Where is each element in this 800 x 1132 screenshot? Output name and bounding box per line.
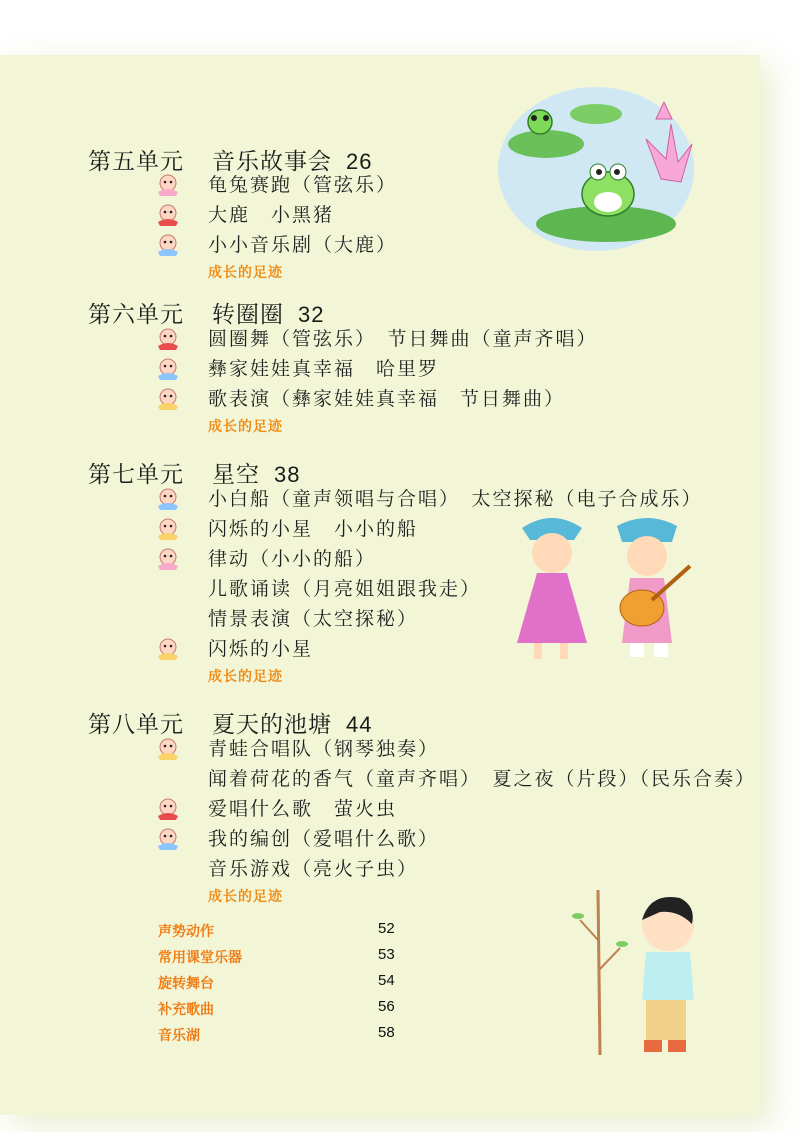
lesson-item[interactable]: 大鹿 小黑猪 [208, 204, 335, 226]
lesson-item[interactable]: 儿歌诵读（月亮姐姐跟我走） [208, 578, 482, 600]
unit-label: 第八单元 [88, 712, 184, 738]
cartoon-mascot-icon [154, 736, 180, 760]
unit-page-number: 38 [274, 462, 301, 487]
lesson-item[interactable]: 闻着荷花的香气（童声齐唱） 夏之夜（片段）（民乐合奏） [208, 768, 757, 790]
lesson-item[interactable]: 律动（小小的船） [208, 548, 377, 570]
lesson-item[interactable]: 音乐游戏（亮火子虫） [208, 858, 419, 880]
appendix-page-number: 58 [378, 1024, 395, 1041]
children-dancing-illustration [512, 508, 702, 668]
cartoon-mascot-icon [154, 356, 180, 380]
cartoon-mascot-icon [154, 796, 180, 820]
growth-footprint-link[interactable]: 成长的足迹 [208, 419, 283, 435]
lesson-item[interactable]: 闪烁的小星 [208, 638, 314, 660]
unit-page-number: 32 [298, 302, 325, 327]
lesson-item[interactable]: 青蛙合唱队（钢琴独奏） [208, 738, 440, 760]
appendix-page-number: 56 [378, 998, 395, 1015]
lesson-item[interactable]: 龟兔赛跑（管弦乐） [208, 174, 398, 196]
cartoon-mascot-icon [154, 232, 180, 256]
lesson-item[interactable]: 小小音乐剧（大鹿） [208, 234, 398, 256]
lesson-item[interactable]: 圆圈舞（管弦乐） 节日舞曲（童声齐唱） [208, 328, 598, 350]
unit-page-number: 26 [346, 149, 373, 174]
frog-pond-illustration [496, 84, 696, 254]
cartoon-mascot-icon [154, 326, 180, 350]
appendix-page-number: 52 [378, 920, 395, 937]
cartoon-mascot-icon [154, 486, 180, 510]
lesson-item[interactable]: 小白船（童声领唱与合唱） 太空探秘（电子合成乐） [208, 488, 703, 510]
unit-label: 第五单元 [88, 149, 184, 175]
appendix-item[interactable]: 补充歌曲 [158, 1002, 214, 1018]
appendix-item[interactable]: 旋转舞台 [158, 976, 214, 992]
cartoon-mascot-icon [154, 386, 180, 410]
unit-title: 夏天的池塘 [212, 712, 332, 738]
cartoon-mascot-icon [154, 172, 180, 196]
lesson-item[interactable]: 彝家娃娃真幸福 哈里罗 [208, 358, 440, 380]
lesson-item[interactable]: 闪烁的小星 小小的船 [208, 518, 419, 540]
appendix-page-number: 54 [378, 972, 395, 989]
lesson-item[interactable]: 爱唱什么歌 萤火虫 [208, 798, 398, 820]
cartoon-mascot-icon [154, 516, 180, 540]
cartoon-mascot-icon [154, 826, 180, 850]
appendix-item[interactable]: 常用课堂乐器 [158, 950, 242, 966]
growth-footprint-link[interactable]: 成长的足迹 [208, 669, 283, 685]
unit-label: 第六单元 [88, 302, 184, 328]
lesson-item[interactable]: 我的编创（爱唱什么歌） [208, 828, 440, 850]
lesson-item[interactable]: 歌表演（彝家娃娃真幸福 节日舞曲） [208, 388, 566, 410]
cartoon-mascot-icon [154, 546, 180, 570]
cartoon-mascot-icon [154, 636, 180, 660]
unit-page-number: 44 [346, 712, 373, 737]
lesson-item[interactable]: 情景表演（太空探秘） [208, 608, 419, 630]
appendix-page-number: 53 [378, 946, 395, 963]
appendix-item[interactable]: 声势动作 [158, 924, 214, 940]
unit-label: 第七单元 [88, 462, 184, 488]
unit-title: 转圈圈 [212, 302, 284, 328]
cartoon-mascot-icon [154, 202, 180, 226]
growth-footprint-link[interactable]: 成长的足迹 [208, 889, 283, 905]
unit-title: 星空 [212, 462, 260, 488]
boy-with-tree-illustration [560, 880, 720, 1060]
growth-footprint-link[interactable]: 成长的足迹 [208, 265, 283, 281]
unit-title: 音乐故事会 [212, 149, 332, 175]
appendix-item[interactable]: 音乐湖 [158, 1028, 200, 1044]
